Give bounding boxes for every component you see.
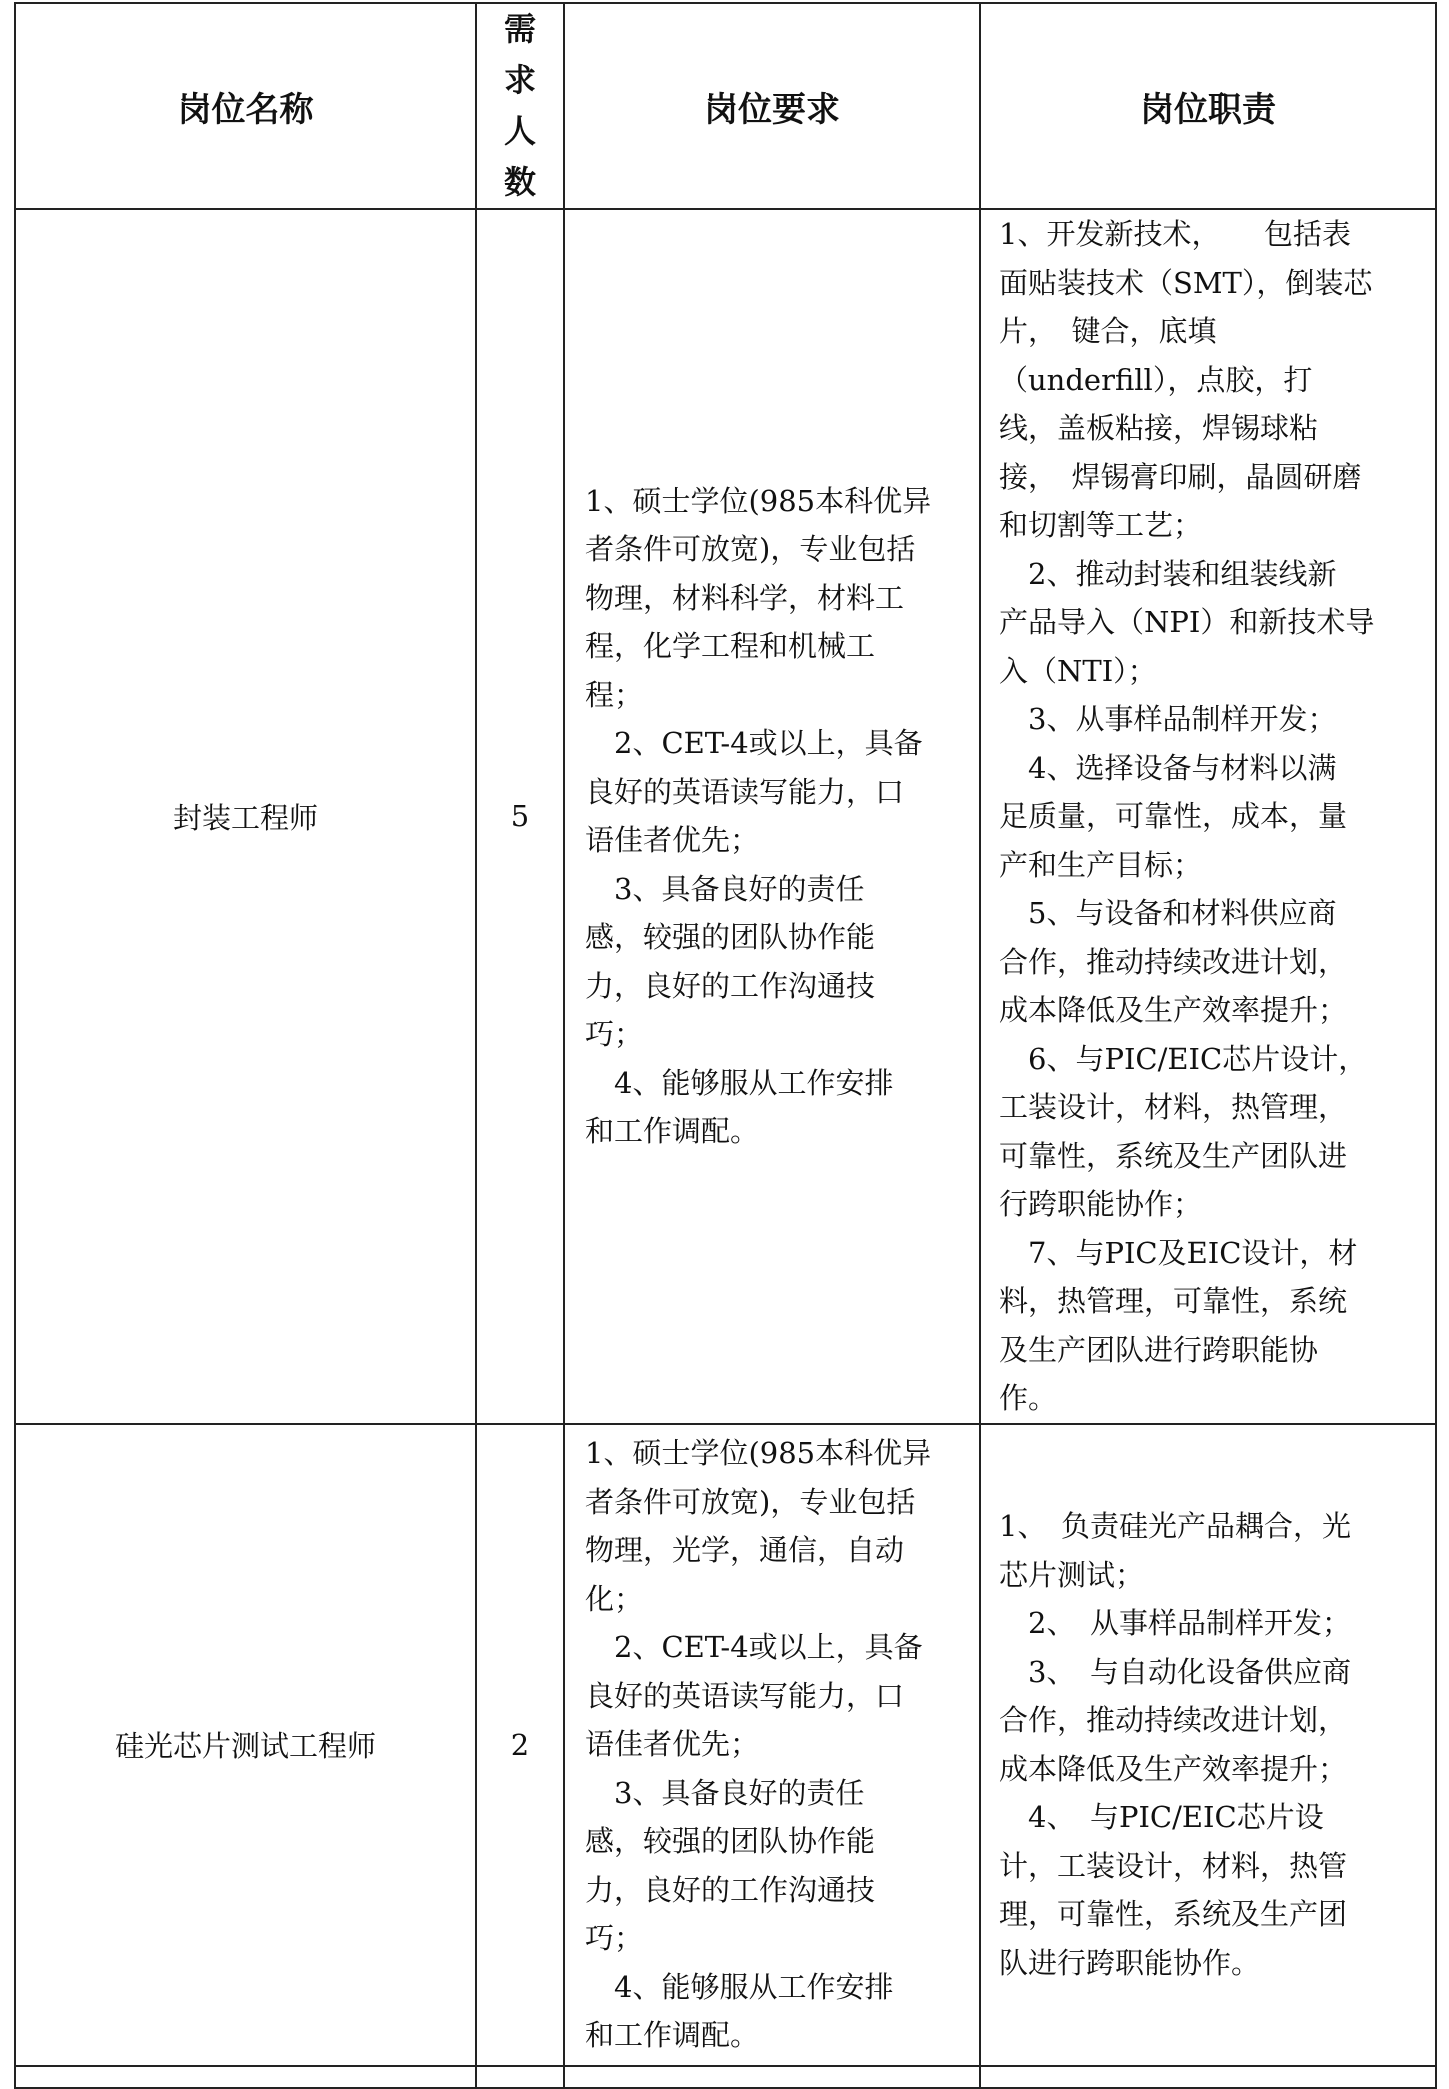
duties-cell bbox=[980, 209, 1436, 1424]
text-line: 程； bbox=[585, 677, 644, 712]
text-line: 接， 焊锡膏印刷，晶圆研磨 bbox=[999, 459, 1362, 494]
header-requirements: 岗位要求 bbox=[564, 3, 980, 209]
text-line: 5、与设备和材料供应商 bbox=[999, 896, 1337, 930]
header-position-name: 岗位名称 bbox=[15, 3, 476, 209]
table-row-partial bbox=[15, 2066, 1436, 2088]
requirements-cell bbox=[564, 209, 980, 1424]
text-line: 2、CET-4或以上，具备 bbox=[585, 726, 923, 761]
text-line: 物理，光学，通信，自动 bbox=[585, 1533, 905, 1568]
text-line: 产和生产目标； bbox=[999, 847, 1203, 882]
text-line: 4、 与PIC/EIC芯片设 bbox=[999, 1800, 1324, 1834]
text-line: 2、 从事样品制样开发； bbox=[999, 1606, 1351, 1640]
text-line: 语佳者优先； bbox=[585, 823, 760, 858]
header-headcount-char: 人 bbox=[503, 112, 536, 150]
header-headcount-char: 求 bbox=[503, 61, 536, 99]
text-line: 巧； bbox=[585, 1017, 644, 1052]
text-line: 力，良好的工作沟通技 bbox=[585, 968, 876, 1003]
text-line: 合作，推动持续改进计划， bbox=[999, 1703, 1348, 1737]
text-line: 产品导入（NPI）和新技术导 bbox=[999, 605, 1375, 639]
text-line: 1、开发新技术， 包括表 bbox=[999, 217, 1351, 251]
headcount: 5 bbox=[476, 209, 564, 1424]
text-line: 者条件可放宽)，专业包括 bbox=[585, 1484, 916, 1519]
text-line: 可靠性，系统及生产团队进 bbox=[999, 1138, 1348, 1173]
header-headcount-char: 数 bbox=[503, 163, 536, 201]
text-line: 1、硕士学位(985本科优异 bbox=[585, 483, 932, 518]
text-line: 4、能够服从工作安排 bbox=[585, 1969, 894, 2004]
table-row bbox=[15, 1424, 1436, 2066]
text-line: 良好的英语读写能力，口 bbox=[585, 774, 905, 809]
text-line: 入（NTI）； bbox=[999, 653, 1157, 688]
text-line: 行跨职能协作； bbox=[999, 1187, 1203, 1221]
text-line: 者条件可放宽)，专业包括 bbox=[585, 532, 916, 567]
job-table bbox=[14, 2, 1437, 2089]
text-line: 感，较强的团队协作能 bbox=[585, 1824, 876, 1859]
text-line: 和工作调配。 bbox=[585, 2018, 760, 2053]
headcount: 2 bbox=[476, 1424, 564, 2066]
text-line: 力，良好的工作沟通技 bbox=[585, 1872, 876, 1907]
text-line: 7、与PIC及EIC设计，材 bbox=[999, 1235, 1358, 1270]
text-line: 和工作调配。 bbox=[585, 1114, 760, 1149]
text-line: 成本降低及生产效率提升； bbox=[999, 1751, 1348, 1786]
text-line: 芯片测试； bbox=[999, 1557, 1145, 1592]
duties-cell bbox=[980, 1424, 1436, 2066]
text-line: 面贴装技术（SMT），倒装芯 bbox=[999, 265, 1373, 300]
text-line: （underfill），点胶，打 bbox=[999, 362, 1313, 397]
text-line: 2、推动封装和组装线新 bbox=[999, 556, 1337, 591]
text-line: 线，盖板粘接，焊锡球粘 bbox=[999, 411, 1319, 445]
header-headcount-char: 需 bbox=[503, 10, 536, 48]
text-line: 3、从事样品制样开发； bbox=[999, 702, 1337, 736]
text-line: 4、能够服从工作安排 bbox=[585, 1065, 894, 1100]
text-line: 3、 与自动化设备供应商 bbox=[999, 1654, 1351, 1689]
text-line: 及生产团队进行跨职能协 bbox=[999, 1332, 1319, 1367]
header-duties: 岗位职责 bbox=[980, 3, 1436, 209]
position-name: 硅光芯片测试工程师 bbox=[15, 1424, 476, 2066]
text-line: 化； bbox=[585, 1581, 644, 1616]
position-name: 封装工程师 bbox=[15, 209, 476, 1424]
requirements-cell bbox=[564, 1424, 980, 2066]
text-line: 料，热管理，可靠性，系统 bbox=[999, 1284, 1348, 1318]
text-line: 理，可靠性，系统及生产团 bbox=[999, 1897, 1348, 1931]
header-headcount bbox=[476, 3, 564, 209]
text-line: 2、CET-4或以上，具备 bbox=[585, 1630, 923, 1665]
text-line: 片， 键合，底填 bbox=[999, 314, 1217, 348]
text-line: 工装设计，材料，热管理， bbox=[999, 1090, 1348, 1124]
text-line: 3、具备良好的责任 bbox=[585, 871, 865, 906]
table-row bbox=[15, 209, 1436, 1424]
text-line: 3、具备良好的责任 bbox=[585, 1775, 865, 1810]
text-line: 和切割等工艺； bbox=[999, 508, 1203, 542]
text-line: 程，化学工程和机械工 bbox=[585, 629, 876, 664]
text-line: 良好的英语读写能力，口 bbox=[585, 1678, 905, 1713]
text-line: 计，工装设计，材料，热管 bbox=[999, 1848, 1348, 1883]
text-line: 感，较强的团队协作能 bbox=[585, 920, 876, 955]
text-line: 足质量，可靠性，成本，量 bbox=[999, 799, 1348, 833]
text-line: 1、硕士学位(985本科优异 bbox=[585, 1436, 932, 1471]
text-line: 6、与PIC/EIC芯片设计， bbox=[999, 1041, 1368, 1076]
text-line: 成本降低及生产效率提升； bbox=[999, 993, 1348, 1027]
text-line: 作。 bbox=[999, 1381, 1058, 1415]
text-line: 语佳者优先； bbox=[585, 1727, 760, 1762]
text-line: 1、 负责硅光产品耦合，光 bbox=[999, 1509, 1351, 1543]
text-line: 4、选择设备与材料以满 bbox=[999, 750, 1337, 785]
text-line: 合作，推动持续改进计划， bbox=[999, 944, 1348, 979]
table-header-row bbox=[15, 3, 1436, 209]
text-line: 物理，材料科学，材料工 bbox=[585, 580, 905, 615]
text-line: 队进行跨职能协作。 bbox=[999, 1945, 1261, 1980]
text-line: 巧； bbox=[585, 1921, 644, 1956]
